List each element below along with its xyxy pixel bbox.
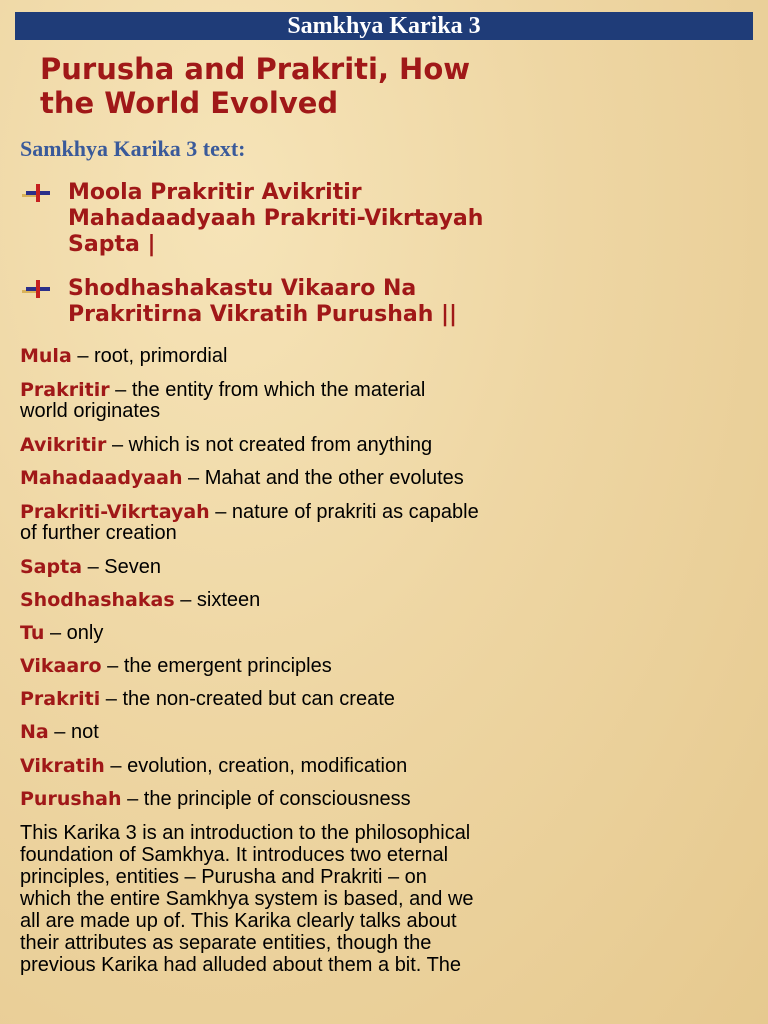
gloss-term: Mahadaadyaah <box>20 467 183 489</box>
gloss-definition: – the emergent principles <box>101 655 332 677</box>
gloss-term: Prakriti-Vikrtayah <box>20 501 210 523</box>
gloss-item <box>20 468 755 489</box>
page-title-line-2: the World Evolved <box>40 86 339 120</box>
verse-line: Sapta | <box>68 232 156 257</box>
gloss-definition: – only <box>44 622 104 644</box>
slide-title-bar: Samkhya Karika 3 <box>15 12 753 40</box>
gloss-definition: – sixteen <box>174 589 261 611</box>
gloss-term: Mula <box>20 345 72 367</box>
intro-paragraph <box>20 822 755 976</box>
gloss-term: Avikritir <box>20 434 107 456</box>
gloss-definition: – Seven <box>82 556 161 578</box>
paragraph-line: principles, entities – Purusha and Prakriti – on <box>20 866 427 888</box>
gloss-definition: – the entity from which the material <box>109 379 426 401</box>
verse-text-2 <box>68 276 457 328</box>
gloss-item <box>20 346 755 367</box>
gloss-term: Tu <box>20 622 45 644</box>
gloss-item <box>20 722 755 743</box>
gloss-definition-cont: of further creation <box>20 522 177 544</box>
section-subheading: Samkhya Karika 3 text: <box>20 136 246 161</box>
verse-line: Mahadaadyaah Prakriti-Vikrtayah <box>68 206 484 231</box>
gloss-definition: – nature of prakriti as capable <box>209 501 479 523</box>
page-title <box>40 52 740 120</box>
gloss-item <box>20 756 755 777</box>
gloss-item <box>20 557 755 578</box>
verse-line: Moola Prakritir Avikritir <box>68 180 362 205</box>
gloss-item <box>20 590 755 611</box>
gloss-definition: – not <box>48 721 99 743</box>
gloss-definition: – the non-created but can create <box>100 688 395 710</box>
gloss-term: Vikaaro <box>20 655 102 677</box>
gloss-definition: – the principle of consciousness <box>121 788 411 810</box>
paragraph-line: all are made up of. This Karika clearly talks about <box>20 910 457 932</box>
gloss-item <box>20 380 755 422</box>
gloss-term: Sapta <box>20 556 83 578</box>
gloss-definition-cont: world originates <box>20 400 161 422</box>
gloss-definition: – evolution, creation, modification <box>104 755 408 777</box>
gloss-term: Shodhashakas <box>20 589 175 611</box>
paragraph-line: This Karika 3 is an introduction to the philosophical <box>20 822 471 844</box>
verse-line: Prakritirna Vikratih Purushah || <box>68 302 458 327</box>
gloss-term: Prakriti <box>20 688 101 710</box>
verse-line: Shodhashakastu Vikaaro Na <box>68 276 417 301</box>
gloss-item <box>20 789 755 810</box>
verse-text-1 <box>68 180 483 258</box>
gloss-item <box>20 623 755 644</box>
gloss-item <box>20 435 755 456</box>
gloss-definition: – Mahat and the other evolutes <box>182 467 464 489</box>
paragraph-line: their attributes as separate entities, though the <box>20 932 432 954</box>
page-title-line-1: Purusha and Prakriti, How <box>40 52 471 86</box>
gloss-term: Na <box>20 721 49 743</box>
gloss-definition: – root, primordial <box>71 345 228 367</box>
gloss-definition: – which is not created from anything <box>106 434 433 456</box>
gloss-item <box>20 502 755 544</box>
paragraph-line: foundation of Samkhya. It introduces two eternal <box>20 844 449 866</box>
gloss-term: Vikratih <box>20 755 105 777</box>
paragraph-line: which the entire Samkhya system is based, and we <box>20 888 474 910</box>
gloss-item <box>20 689 755 710</box>
paragraph-line: previous Karika had alluded about them a bit. The <box>20 954 462 976</box>
verse-item-2 <box>20 276 740 328</box>
gloss-term: Prakritir <box>20 379 110 401</box>
gloss-item <box>20 656 755 677</box>
verse-item-1 <box>20 180 740 258</box>
plus-bullet-icon <box>20 278 54 304</box>
plus-bullet-icon <box>20 182 54 208</box>
gloss-term: Purushah <box>20 788 122 810</box>
